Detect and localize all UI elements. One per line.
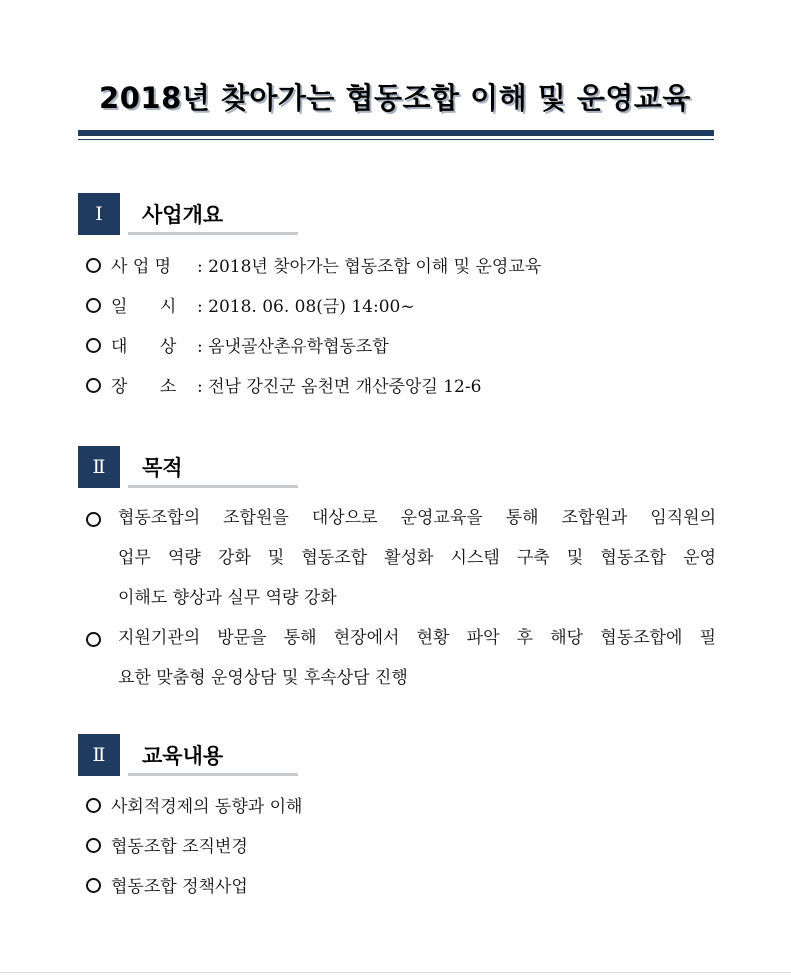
section-title: 교육내용 [142,744,224,768]
title-rule-thick [78,130,714,136]
overview-item-place [86,372,481,397]
contents-item [86,832,248,857]
item-label: 일 시 [111,297,177,317]
section-overview-header [78,193,378,237]
item-label: 장 소 [111,377,177,397]
page-bottom-line [0,972,791,973]
item-value: : 2018. 06. 08(금) 14:00~ [197,297,415,317]
circle-bullet-icon [86,878,101,893]
paragraph-line: 요한 맞춤형 운영상담 및 후속상담 진행 [118,668,408,688]
section-number-box: Ⅰ [78,193,120,235]
section-title: 사업개요 [142,203,224,227]
item-label: 사 업 명 [111,257,172,277]
overview-item-target [86,332,389,357]
section-contents-header [78,734,378,778]
paragraph-line: 업무 역량 강화 및 협동조합 활성화 시스템 구축 및 협동조합 운영 [118,548,716,568]
contents-item [86,792,302,817]
circle-bullet-icon [86,632,101,647]
section-underline [128,485,298,488]
item-label: 대 상 [111,337,177,357]
circle-bullet-icon [86,512,101,527]
circle-bullet-icon [86,258,101,273]
section-underline [128,232,298,235]
document-title: 2018년 찾아가는 협동조합 이해 및 운영교육 [99,81,691,115]
title-rule-thin [78,139,714,140]
circle-bullet-icon [86,838,101,853]
overview-item-name [86,252,541,277]
section-number-box: Ⅱ [78,446,120,488]
section-title: 목적 [142,456,183,480]
purpose-paragraph [86,618,716,698]
paragraph-line: 지원기관의 방문을 통해 현장에서 현황 파악 후 해당 협동조합에 필 [118,628,716,648]
purpose-paragraph [86,498,716,618]
item-value: : 옴냇골산촌유학협동조합 [197,337,389,357]
circle-bullet-icon [86,798,101,813]
item-value: 협동조합 조직변경 [111,837,248,857]
paragraph-line: 협동조합의 조합원을 대상으로 운영교육을 통해 조합원과 임직원의 [118,508,716,528]
item-value: : 2018년 찾아가는 협동조합 이해 및 운영교육 [197,257,542,277]
item-value: 사회적경제의 동향과 이해 [111,797,303,817]
circle-bullet-icon [86,298,101,313]
overview-item-date [86,292,415,317]
item-value: : 전남 강진군 옴천면 개산중앙길 12-6 [197,377,482,397]
section-number-box: Ⅱ [78,734,120,776]
contents-item [86,872,248,897]
item-value: 협동조합 정책사업 [111,877,248,897]
paragraph-line: 이해도 향상과 실무 역량 강화 [118,588,337,608]
circle-bullet-icon [86,378,101,393]
section-purpose-header [78,446,378,490]
circle-bullet-icon [86,338,101,353]
section-underline [128,773,298,776]
